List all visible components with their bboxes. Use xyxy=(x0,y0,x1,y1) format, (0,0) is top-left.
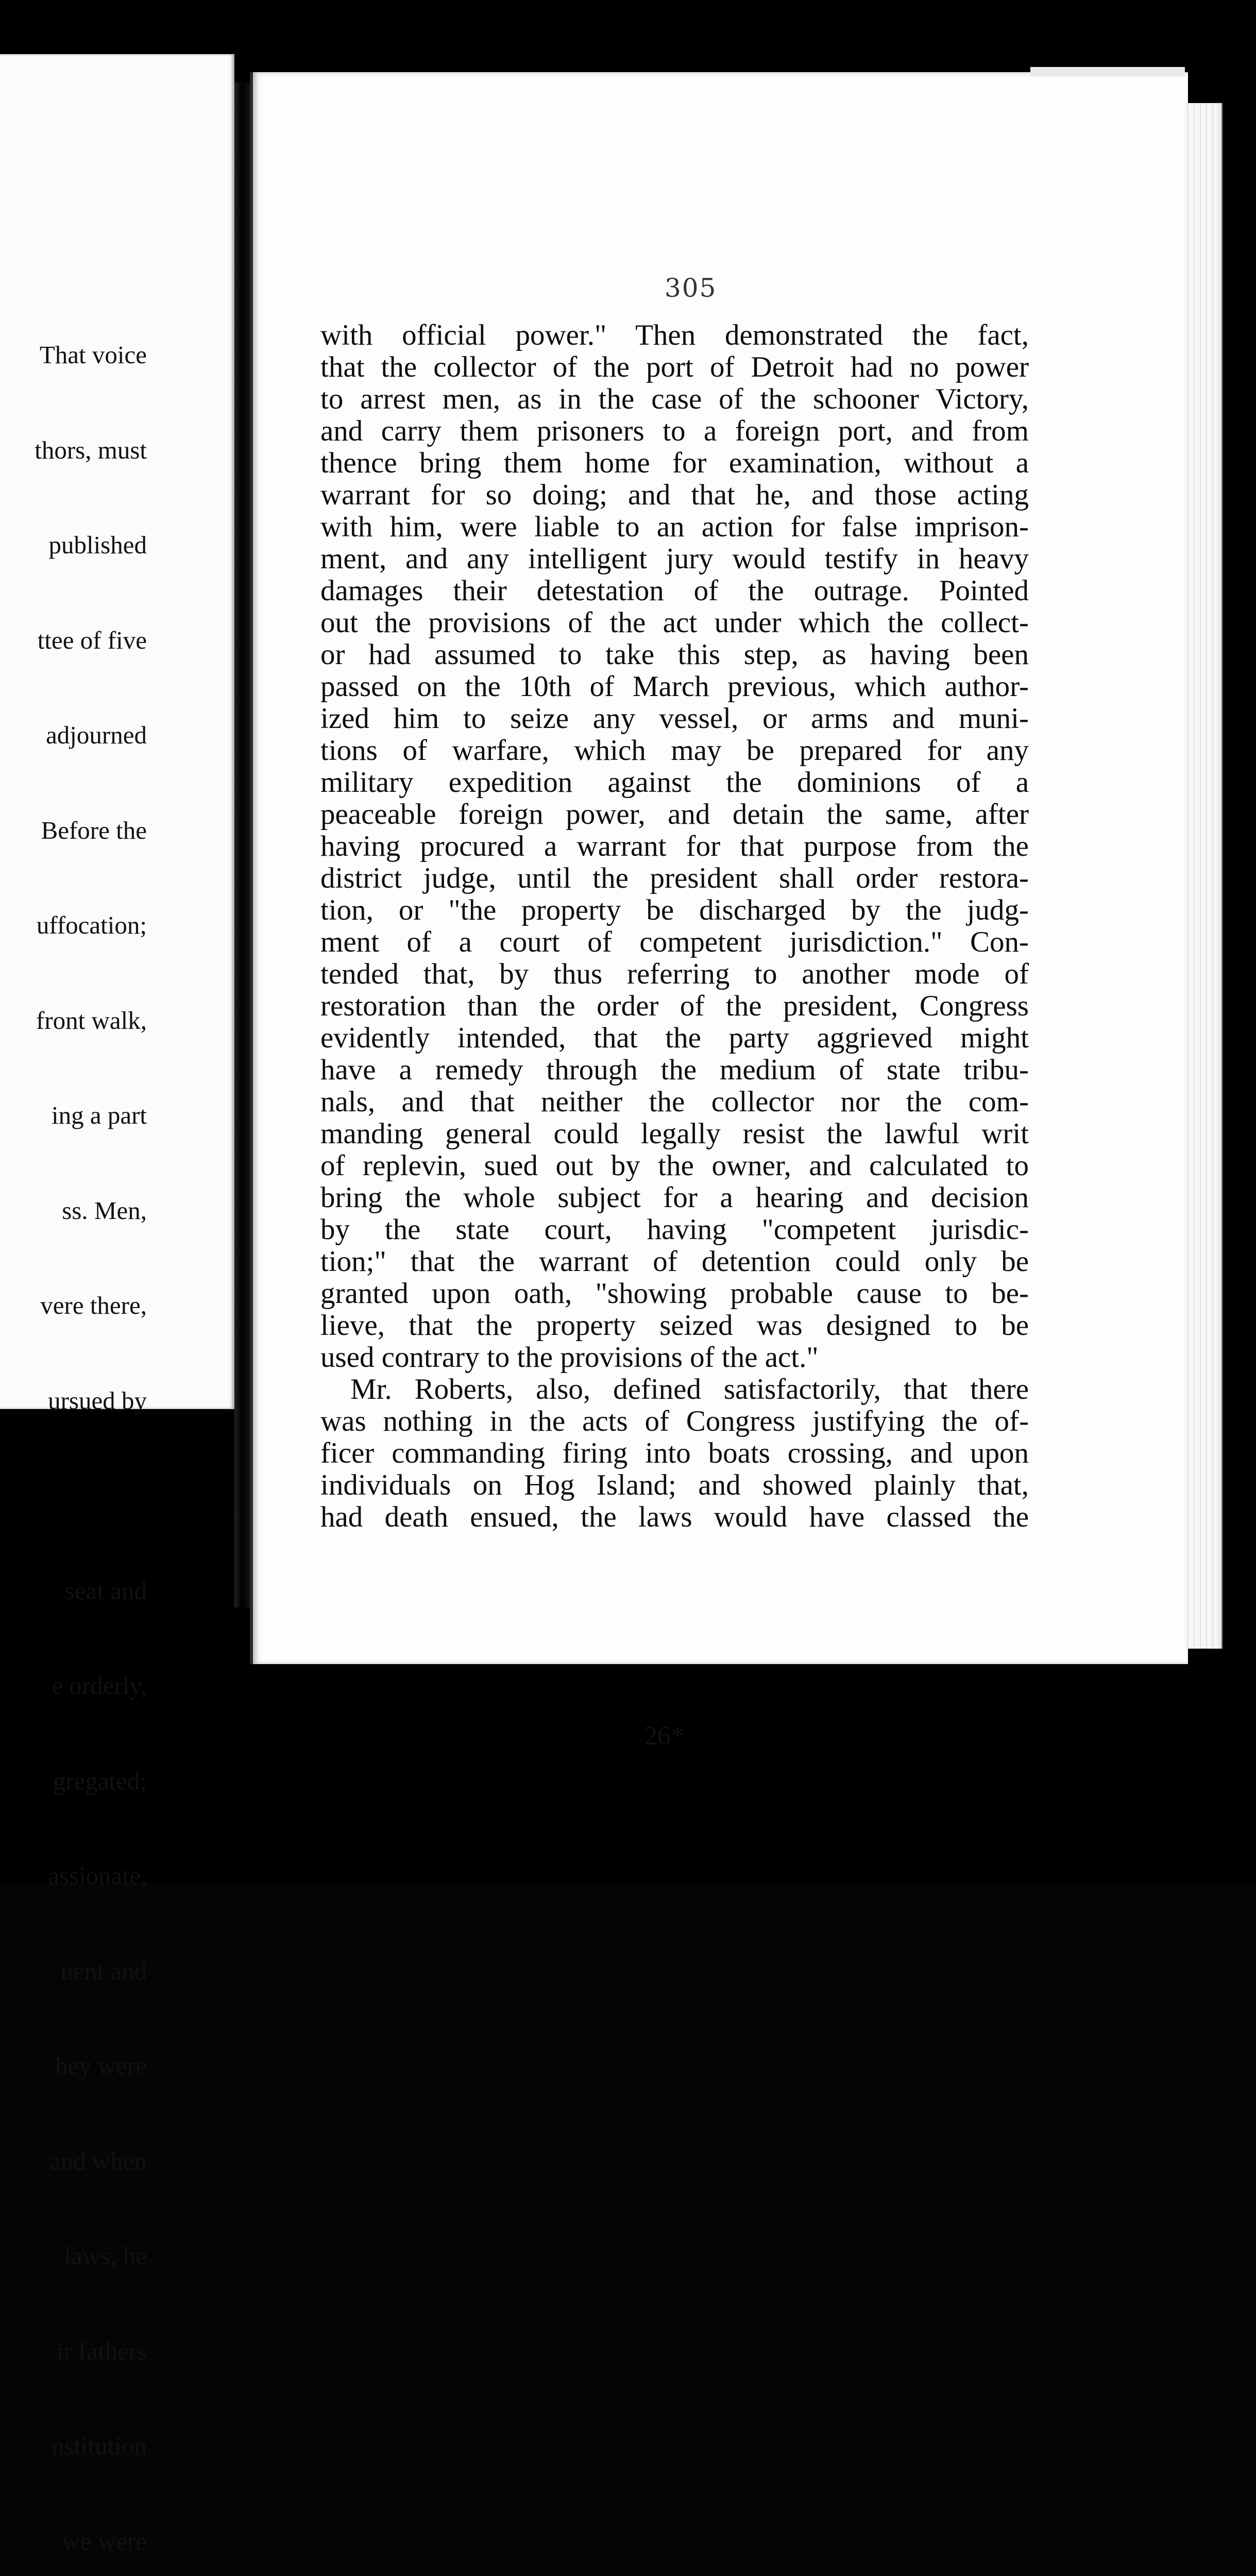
text-line: with him, were liable to an action for false imprison- xyxy=(320,511,1029,543)
text-line: ficer commanding firing into boats crossing, and upon xyxy=(320,1437,1029,1469)
left-line: assionate, xyxy=(48,1861,147,1890)
book-gutter xyxy=(234,82,250,1607)
text-line: tended that, by thus referring to another mode of xyxy=(320,958,1029,990)
page-edges xyxy=(1185,103,1223,1649)
left-line: That voice xyxy=(39,341,147,369)
text-line: with official power." Then demonstrated the fact, xyxy=(320,319,1029,351)
text-line: manding general could legally resist the lawful writ xyxy=(320,1117,1029,1150)
left-line: we were xyxy=(62,2527,147,2555)
left-line: ursued by xyxy=(48,1386,147,1415)
text-line: out the provisions of the act under which the collect- xyxy=(320,606,1029,639)
left-line: adjourned xyxy=(46,721,147,749)
text-line: used contrary to the provisions of the act." xyxy=(320,1341,819,1374)
text-line: peaceable foreign power, and detain the same, after xyxy=(320,798,1029,831)
text-line: tions of warfare, which may be prepared for any xyxy=(320,734,1029,767)
text-line: had death ensued, the laws would have classed the xyxy=(320,1501,1029,1533)
text-line: ment, and any intelligent jury would testify in heavy xyxy=(320,543,1029,575)
text-line: tion;" that the warrant of detention could only be xyxy=(320,1245,1029,1278)
left-page-text xyxy=(35,276,147,2576)
text-line: thence bring them home for examination, without a xyxy=(320,447,1029,479)
left-line: ss. Men, xyxy=(62,1196,147,1225)
text-line: that the collector of the port of Detroit had no power xyxy=(320,351,1029,383)
text-line: passed on the 10th of March previous, which author- xyxy=(320,670,1029,703)
left-line: uffocation; xyxy=(36,911,147,939)
left-line: ttee of five xyxy=(37,625,147,654)
text-line: was nothing in the acts of Congress justifying the of- xyxy=(320,1405,1029,1437)
text-line: warrant for so doing; and that he, and those acting xyxy=(320,479,1029,511)
text-line: evidently intended, that the party aggrieved might xyxy=(320,1022,1029,1054)
text-line: granted upon oath, "showing probable cause to be- xyxy=(320,1277,1029,1310)
signature-mark: 26* xyxy=(644,1721,684,1751)
left-line: thors, must xyxy=(35,435,147,464)
left-line: and when xyxy=(49,2146,147,2175)
left-line: nstitution xyxy=(51,2432,147,2460)
text-line: individuals on Hog Island; and showed plainly that, xyxy=(320,1469,1029,1501)
text-line: lieve, that the property seized was designed to be xyxy=(320,1309,1029,1342)
left-line: e orderly, xyxy=(52,1671,147,1700)
text-line: restoration than the order of the president, Congress xyxy=(320,990,1029,1022)
text-line: military expedition against the dominions of a xyxy=(320,766,1029,799)
text-line: ment of a court of competent jurisdiction." Con- xyxy=(320,926,1029,958)
text-line: district judge, until the president shall order restora- xyxy=(320,862,1029,894)
left-line: vere there, xyxy=(40,1291,147,1319)
text-line: ized him to seize any vessel, or arms and muni- xyxy=(320,702,1029,735)
text-line: bring the whole subject for a hearing and decision xyxy=(320,1181,1029,1214)
left-line: seat and xyxy=(64,1576,147,1605)
text-line: and carry them prisoners to a foreign port, and from xyxy=(320,415,1029,447)
text-line: nals, and that neither the collector nor the com- xyxy=(320,1086,1029,1118)
text-line: of replevin, sued out by the owner, and calculated to xyxy=(320,1149,1029,1182)
text-line: Mr. Roberts, also, defined satisfactorily, that there xyxy=(350,1373,1029,1405)
text-line: or had assumed to take this step, as having been xyxy=(320,638,1029,671)
left-line: laws, he xyxy=(64,2242,147,2270)
page-number: 305 xyxy=(665,273,717,303)
left-line: front walk, xyxy=(36,1006,147,1035)
body-text xyxy=(320,319,1029,1533)
left-line: gregated; xyxy=(53,1766,147,1795)
left-line: uent and xyxy=(60,1956,147,1985)
left-line: ir fathers xyxy=(56,2336,147,2365)
left-line: ing a part xyxy=(51,1101,147,1129)
left-page xyxy=(0,54,234,2555)
text-line: by the state court, having "competent jurisdic- xyxy=(320,1213,1029,1246)
left-line: Before the xyxy=(41,816,147,844)
text-line: to arrest men, as in the case of the schooner Victory, xyxy=(320,383,1029,415)
text-line: damages their detestation of the outrage. Pointed xyxy=(320,574,1029,607)
page-edge-top xyxy=(1030,67,1185,76)
left-line: published xyxy=(48,531,147,559)
text-line: having procured a warrant for that purpose from the xyxy=(320,830,1029,862)
left-line: hey were xyxy=(55,2052,147,2080)
text-line: have a remedy through the medium of state tribu- xyxy=(320,1054,1029,1086)
paragraph-gap xyxy=(35,1480,147,1512)
text-line: tion, or "the property be discharged by the judg- xyxy=(320,894,1029,926)
